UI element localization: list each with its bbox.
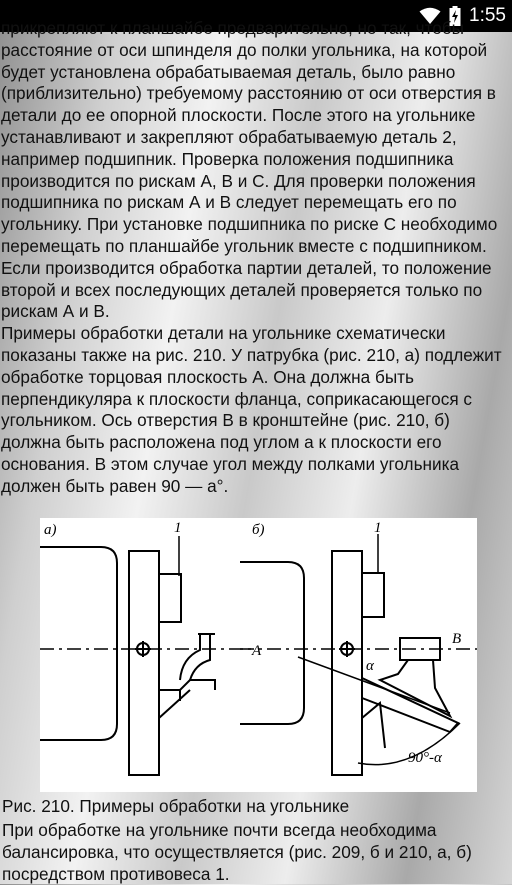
paragraph-3: При обработке на угольнике почти всегда необходима балансировка, что осуществляется (рис. 209, б и 210, а, б) посредством противовеса 1. <box>2 820 472 884</box>
figure-caption: Рис. 210. Примеры обработки на угольнике <box>2 796 350 816</box>
status-time: 1:55 <box>469 5 506 26</box>
figure-210 <box>40 518 477 792</box>
part-number-left: 1 <box>174 520 182 536</box>
angle-alpha-label: α <box>366 658 374 674</box>
figure-label-b: б) <box>252 522 265 538</box>
paragraph-2: Примеры обработки детали на угольнике схематически показаны также на рис. 210. У патрубка (рис. 210, а) подлежит обработке торцовая плоскость А. Она должна быть перпендикуляра к плоскости фланца, соприкасающегося с угольником. Ось отверстия В в кронштейне (рис. 210, б) должна быть расположена под углом а к плоскости его основания. В этом случае угол между полками угольника должен быть равен 90 — а°. <box>1 323 502 496</box>
reader-content[interactable] <box>0 18 512 884</box>
angle-90-alpha-label: 90°-α <box>408 750 442 766</box>
part-number-right: 1 <box>374 520 382 536</box>
figure-drawing <box>40 518 477 792</box>
paragraph-1: прикрепляют к планшайбе предварительно, но так, чтобы расстояние от оси шпинделя до полки угольника, на которой будет установлена обрабатываемая деталь, было равно (приблизительно) требуемому расстоянию от оси отверстия в детали до ее опорной плоскости. После этого на угольнике устанавливают и закрепляют обрабатываемую деталь 2, например подшипник. Проверка положения подшипника производится по рискам А, В и С. Для проверки положения подшипника по рискам А и В следует перемещать его по угольнику. При установке подшипника по риске С необходимо перемещать по планшайбе угольник вместе с подшипником. Если производится обработка партии деталей, то положение второй и всех последующих деталей проверяется только по рискам А и В. <box>1 18 498 322</box>
figure-label-a: а) <box>44 522 57 538</box>
hole-b-label: В <box>452 631 462 647</box>
surface-a-label: А <box>252 643 262 659</box>
